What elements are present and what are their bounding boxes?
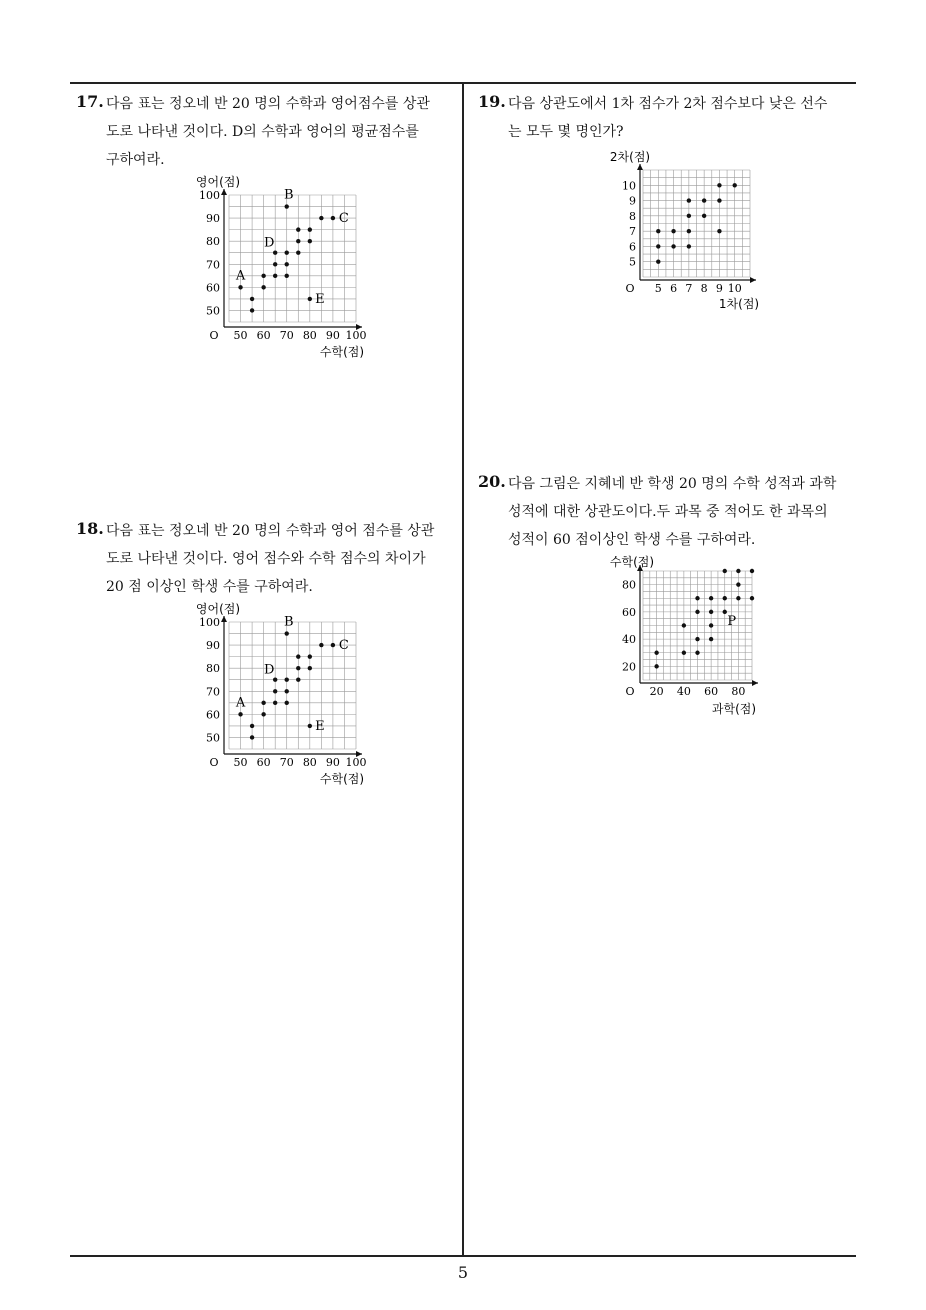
data-point — [736, 596, 740, 600]
data-point — [723, 569, 727, 573]
x-tick-label: 6 — [670, 282, 678, 295]
question-text-line: 는 모두 몇 명인가? — [508, 124, 624, 140]
point-label: C — [338, 638, 349, 654]
data-point — [709, 637, 713, 641]
y-tick-label: 50 — [206, 304, 220, 318]
y-tick-label: 80 — [206, 662, 220, 676]
y-tick-label: 40 — [622, 633, 636, 647]
data-point — [682, 623, 686, 627]
x-tick-label: 20 — [649, 685, 664, 698]
question-text-line: 성적에 대한 상관도이다.두 과목 중 적어도 한 과목의 — [508, 504, 828, 520]
question-text-line: 구하여라. — [106, 152, 165, 168]
origin-label: O — [625, 282, 635, 295]
data-point — [709, 623, 713, 627]
x-tick-label: 9 — [715, 282, 723, 295]
x-tick-label: 5 — [654, 282, 662, 295]
y-tick-label: 60 — [206, 281, 220, 295]
y-tick-label: 7 — [629, 225, 636, 239]
x-tick-label: 10 — [727, 282, 742, 295]
point-label: E — [315, 291, 325, 307]
question-text-line: 도로 나타낸 것이다. D의 수학과 영어의 평균점수를 — [106, 124, 419, 140]
x-tick-label: 80 — [302, 329, 317, 342]
x-tick-label: 8 — [700, 282, 708, 295]
data-point — [695, 610, 699, 614]
data-point — [709, 610, 713, 614]
y-axis-label: 수학(점) — [609, 555, 655, 569]
x-tick-label: 7 — [685, 282, 693, 295]
data-point — [736, 569, 740, 573]
y-tick-label: 50 — [206, 731, 220, 745]
x-axis-label: 1차(점) — [718, 297, 760, 311]
origin-label: O — [625, 685, 635, 698]
question-text-line: 성적이 60 점이상인 학생 수를 구하여라. — [508, 532, 756, 548]
x-tick-label: 100 — [345, 756, 367, 769]
y-tick-label: 70 — [206, 685, 220, 699]
y-tick-label: 60 — [206, 708, 220, 722]
question-text-line: 20 점 이상인 학생 수를 구하여라. — [106, 579, 313, 595]
point-label: D — [263, 235, 275, 251]
point-label: A — [235, 268, 246, 284]
y-axis-label: 영어(점) — [195, 602, 241, 616]
data-point — [750, 569, 754, 573]
y-tick-label: 5 — [629, 255, 636, 269]
y-tick-label: 70 — [206, 258, 220, 272]
x-tick-label: 90 — [325, 756, 340, 769]
x-axis-label: 수학(점) — [319, 345, 365, 359]
question-number: 18. — [76, 519, 104, 538]
question-number: 17. — [76, 92, 104, 111]
data-point — [682, 651, 686, 655]
y-tick-label: 100 — [199, 616, 220, 629]
point-label: B — [283, 614, 294, 630]
data-point — [695, 596, 699, 600]
question-text-line: 다음 표는 정오네 반 20 명의 수학과 영어 점수를 상관 — [106, 523, 435, 539]
y-tick-label: 80 — [206, 235, 220, 249]
x-axis-arrow — [752, 680, 758, 686]
data-point — [723, 596, 727, 600]
y-tick-label: 90 — [206, 639, 220, 653]
x-tick-label: 100 — [345, 329, 367, 342]
data-point — [654, 664, 658, 668]
data-point — [723, 610, 727, 614]
x-tick-label: 90 — [325, 329, 340, 342]
origin-label: O — [209, 756, 219, 769]
x-tick-label: 50 — [233, 329, 248, 342]
y-tick-label: 10 — [622, 179, 636, 193]
data-point — [750, 596, 754, 600]
data-point — [736, 582, 740, 586]
question-text-line: 다음 그림은 지혜네 반 학생 20 명의 수학 성적과 과학 — [508, 476, 837, 492]
question-text-line: 다음 표는 정오네 반 20 명의 수학과 영어점수를 상관 — [106, 96, 430, 112]
y-tick-label: 9 — [629, 194, 636, 208]
data-point — [654, 651, 658, 655]
y-tick-label: 60 — [622, 605, 636, 619]
y-tick-label: 100 — [199, 189, 220, 202]
y-tick-label: 20 — [622, 660, 636, 674]
data-point — [695, 651, 699, 655]
x-tick-label: 60 — [704, 685, 719, 698]
x-axis-label: 수학(점) — [319, 772, 365, 786]
x-axis-label: 과학(점) — [711, 702, 757, 716]
x-tick-label: 60 — [256, 329, 271, 342]
point-label: A — [235, 695, 246, 711]
page-number: 5 — [457, 1263, 469, 1282]
point-label: E — [315, 718, 325, 734]
question-text-line: 도로 나타낸 것이다. 영어 점수와 수학 점수의 차이가 — [106, 551, 426, 567]
question-number: 19. — [478, 92, 506, 111]
x-tick-label: 80 — [302, 756, 317, 769]
origin-label: O — [209, 329, 219, 342]
x-tick-label: 40 — [676, 685, 691, 698]
point-label: C — [338, 211, 349, 227]
point-label: D — [263, 662, 275, 678]
y-tick-label: 8 — [629, 209, 636, 223]
x-tick-label: 70 — [279, 329, 294, 342]
y-tick-label: 6 — [629, 240, 636, 254]
x-tick-label: 70 — [279, 756, 294, 769]
y-axis-label: 영어(점) — [195, 175, 241, 189]
x-tick-label: 80 — [731, 685, 746, 698]
point-label: B — [283, 187, 294, 203]
x-tick-label: 60 — [256, 756, 271, 769]
question-number: 20. — [478, 472, 506, 491]
y-tick-label: 80 — [622, 578, 636, 592]
x-tick-label: 50 — [233, 756, 248, 769]
point-label: P — [727, 613, 737, 629]
y-axis-label: 2차(점) — [609, 150, 651, 164]
y-tick-label: 90 — [206, 212, 220, 226]
question-text-line: 다음 상관도에서 1차 점수가 2차 점수보다 낮은 선수 — [508, 96, 828, 112]
data-point — [709, 596, 713, 600]
data-point — [695, 637, 699, 641]
